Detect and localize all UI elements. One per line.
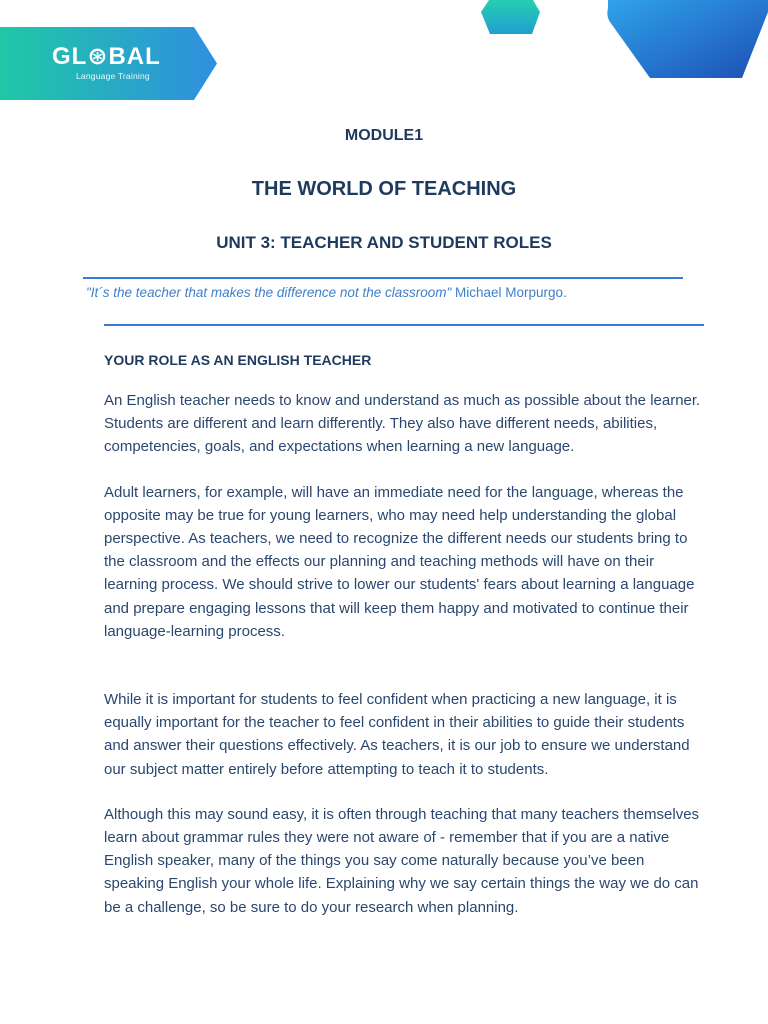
quote-text: "It´s the teacher that makes the difference not the classroom" (86, 285, 452, 300)
decorative-hexagon (481, 0, 541, 36)
divider-top (83, 277, 683, 279)
paragraph: Adult learners, for example, will have an immediate need for the language, whereas the opposite may be true for young learners, who may need help understanding the global perspective. As teachers, we need to recognize the different needs our students bring to the classroom and the effects our planning and teaching methods will have on their learning process. We should strive to lower our students' fears about learning a language and prepare engaging lessons that will keep them happy and motivated to continue their language-learning process. (104, 483, 695, 640)
logo-text: GL⊛BAL (52, 43, 161, 70)
paragraph: An English teacher needs to know and understand as much as possible about the learner. Students are different and learn differently. They also have different needs, abilities, competencies, goals, and expectations when learning a new language. (104, 392, 701, 456)
paragraph: While it is important for students to feel confident when practicing a new language, it is equally important for the teacher to feel confident in their abilities to guide their students and answer their questions effectively. As teachers, it is our job to ensure we understand our subject matter entirely before attempting to teach it to students. (104, 691, 690, 778)
page-title: THE WORLD OF TEACHING (251, 178, 517, 200)
content-body (104, 349, 704, 941)
module-title: MODULE1 (344, 127, 424, 144)
section-heading: YOUR ROLE AS AN ENGLISH TEACHER (104, 352, 372, 368)
divider-bottom (104, 324, 704, 326)
quote-author: Michael Morpurgo. (451, 285, 567, 300)
unit-title: UNIT 3: TEACHER AND STUDENT ROLES (216, 233, 552, 252)
paragraph: Although this may sound easy, it is often through teaching that many teachers themselves learn about grammar rules they were not aware of - remember that if you are a native English speaker, many of the things you say come naturally because you’ve been speaking English your whole life. Explaining why we say certain things the way we do can be a challenge, so be sure to do your research when planning. (104, 805, 700, 916)
logo-subtitle: Language Training (76, 71, 150, 81)
quote (86, 284, 726, 302)
decorative-shape (606, 0, 768, 80)
